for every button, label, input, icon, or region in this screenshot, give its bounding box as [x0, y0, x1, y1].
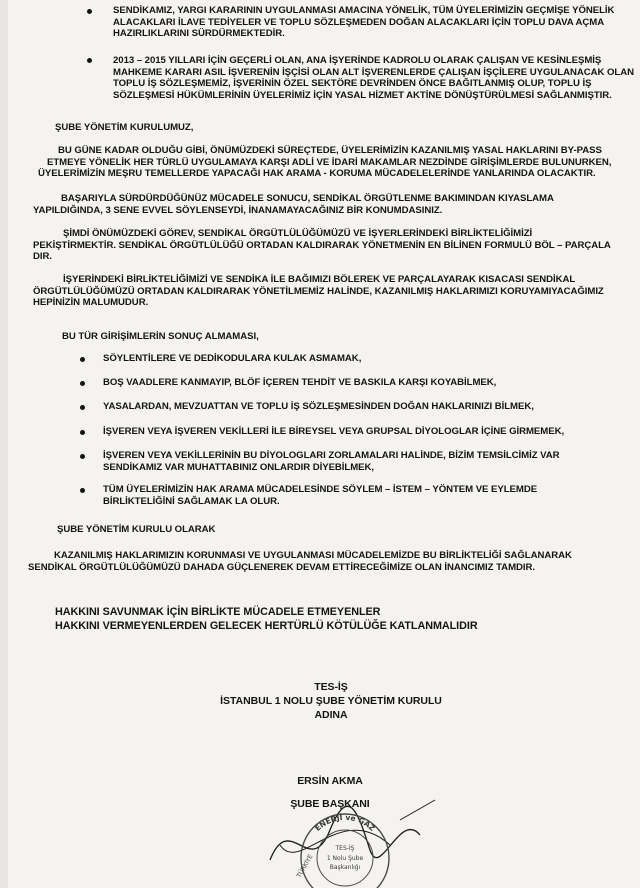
stamp-branch: 1 Nolu Şube	[326, 855, 364, 862]
bullet-dot	[80, 357, 85, 362]
slogan-line: HAKKINI SAVUNMAK İÇİN BİRLİKTE MÜCADELE ETMEYENLER	[55, 606, 381, 618]
bullet-dot	[80, 488, 85, 493]
bullet-mid-5	[103, 450, 560, 473]
bullet-dot	[80, 430, 85, 435]
signer-name: ERSİN AKMA	[297, 775, 363, 787]
stamp-org: TES-İŞ	[335, 845, 355, 852]
text-line: BİRLİKTELİĞİNİ SAĞLAMAK LA OLUR.	[103, 495, 280, 507]
stamp-seal	[290, 808, 400, 888]
text-line: ŞİMDİ ÖNÜMÜZDEKİ GÖREV, SENDİKAL ÖRGÜTLÜLÜĞÜMÜZÜ VE İŞYERLERİNDEKİ BİRLİKTELİĞİMİZİ	[63, 228, 533, 239]
text-line: SENDİKAMIZ, YARGI KARARININ UYGULANMASI AMACINA YÖNELİK, TÜM ÜYELERİMİZİN GEÇMİŞE YÖNELİK	[113, 5, 615, 16]
bullet-dot	[87, 9, 92, 14]
text-line: HEPİNİZİN MALUMUDUR.	[33, 297, 149, 309]
closing-block	[0, 680, 640, 722]
text-line: SENDİKAL ÖRGÜTLÜLÜĞÜMÜZÜ DAHADA GÜÇLENEREK DEVAM ETTİRECEĞİMİZE OLAN İNANCIMIZ TAMDIR.	[28, 561, 535, 573]
text-line: ETMEYE YÖNELİK HER TÜRLÜ UYGULAMAYA KARŞI ADLİ VE İDARİ MAKAMLAR NEZDİNDE GİRİŞİMLERDE BULUNURKEN,	[47, 156, 612, 168]
text-line: BAŞARIYLA SÜRDÜRDÜĞÜNÜZ MÜCADELE SONUCU, SENDİKAL ÖRGÜTLENME BAKIMINDAN KIYASLAMA	[61, 193, 554, 204]
text-line: KAZANILMIŞ HAKLARIMIZIN KORUNMASI VE UYGULANMASI MÜCADELEMİZDE BU BİRLİKTELİĞİ SAĞLANARAK	[54, 550, 572, 561]
text-line: SÖZLEŞMESİ HÜKÜMLERİNİN ÜYELERİMİZ İÇİN YASAL HİZMET AKTİNE DÖNÜŞTÜRÜLMESİ SAĞLANMIŞTIR.	[113, 89, 612, 101]
paragraph-1	[38, 145, 611, 180]
scan-edge	[0, 0, 8, 888]
text-line: TÜM ÜYELERİMİZİN HAK ARAMA MÜCADELESİNDE SÖYLEM – İSTEM – YÖNTEM VE EYLEMDE	[103, 484, 538, 495]
closing-org: TES-İŞ	[314, 681, 348, 693]
bullet-top-1	[113, 5, 614, 40]
stamp-office: Başkanlığı	[329, 864, 361, 871]
bullet-dot	[80, 454, 85, 459]
text-line: ÜYELERİMİZİN MEŞRU TEMELLERDE YAPACAĞI HAK ARAMA - KORUMA MÜCADELELERİNDE YANLARINDA OLACAKTIR.	[38, 168, 596, 180]
bullet-top-2	[113, 55, 634, 101]
text-line: İŞVEREN VEYA İŞVEREN VEKİLLERİ İLE BİREYSEL VEYA GRUPSAL DİYOLOGLAR İÇİNE GİRMEMEK,	[103, 426, 565, 437]
paragraph-2	[33, 193, 554, 216]
text-line: YASALARDAN, MEVZUATTAN VE TOPLU İŞ SÖZLEŞMESİNDEN DOĞAN HAKLARINIZI BİLMEK,	[103, 401, 534, 412]
paragraph-6: ŞUBE YÖNETİM KURULU OLARAK	[57, 524, 216, 535]
bullet-mid-2	[103, 377, 496, 389]
text-line: BU GÜNE KADAR OLDUĞU GİBİ, ÖNÜMÜZDEKİ SÜREÇTEDE, ÜYELERİMİZİN KAZANILMIŞ YASAL HAKLARINI BY-PASS	[58, 145, 602, 156]
paragraph-5: BU TÜR GİRİŞİMLERİN SONUÇ ALMAMASI,	[62, 331, 259, 342]
text-line: SENDİKAMIZ VAR MUHATTABINIZ ONLARDIR DİYEBİLMEK,	[103, 461, 375, 473]
closing-on-behalf: ADINA	[314, 709, 348, 721]
text-line: ALACAKLARI İLAVE TEDİYELER VE TOPLU SÖZLEŞMEDEN DOĞAN ALACAKLARI İÇİN TOPLU DAVA AÇMA	[113, 16, 605, 28]
signer-title: ŞUBE BAŞKANI	[290, 798, 370, 810]
paragraph-4	[33, 274, 604, 309]
text-line: DIR.	[33, 251, 52, 263]
bullet-mid-4	[103, 426, 564, 438]
bullet-mid-6	[103, 484, 537, 507]
text-line: BOŞ VAADLERE KANMAYIP, BLÖF İÇEREN TEHDİT VE BASKILA KARŞI KOYABİLMEK,	[103, 377, 497, 388]
slogan	[55, 605, 478, 633]
bullet-mid-1	[103, 353, 361, 365]
text-line: 2013 – 2015 YILLARI İÇİN GEÇERLİ OLAN, ANA İŞYERİNDE KADROLU OLARAK ÇALIŞAN VE KESİNLEŞMİŞ	[113, 55, 602, 66]
bullet-mid-3	[103, 401, 534, 413]
text-line: SÖYLENTİLERE VE DEDİKODULARA KULAK ASMAMAK,	[103, 353, 362, 364]
text-line: HAZIRLIKLARINI SÜRDÜRMEKTEDİR.	[113, 28, 285, 40]
bullet-dot	[80, 381, 85, 386]
text-line: TOPLU İŞ SÖZLEŞMEMİZ, İŞVERİNİN ÖZEL SEKTÖRE DEVRİNDEN ÖNCE BAĞITLANMIŞ OLUP, TOPLU İŞ	[113, 78, 592, 90]
closing-branch: İSTANBUL 1 NOLU ŞUBE YÖNETİM KURULU	[220, 695, 442, 707]
text-line: ÖRGÜTLÜLÜĞÜMÜZÜ ORTADAN KALDIRARAK YÖNETİLMEMİZ HALİNDE, KAZANILMIŞ HAKLARIMIZI KORUYAMIYACAĞIMIZ	[33, 285, 604, 297]
bullet-dot	[80, 405, 85, 410]
stamp-arc-label: ENERJİ ve GAZ	[313, 812, 377, 833]
text-line: İŞYERİNDEKİ BİRLİKTELİĞİMİZİ VE SENDİKA İLE BAĞIMIZI BÖLEREK VE PARÇALAYARAK KISACASI SENDİKAL	[63, 274, 576, 285]
bullet-dot	[87, 58, 92, 63]
paragraph-7	[28, 550, 572, 573]
slogan-line: HAKKINI VERMEYENLERDEN GELECEK HERTÜRLÜ KÖTÜLÜĞE KATLANMALIDIR	[55, 620, 478, 632]
paragraph-sube: ŞUBE YÖNETİM KURULUMUZ,	[55, 122, 194, 133]
text-line: İŞVEREN VEYA VEKİLLERİNİN BU DİYOLOGLARI ZORLAMALARI HALİNDE, BİZİM TEMSİLCİMİZ VAR	[103, 450, 560, 461]
text-line: PEKİŞTİRMEKTİR. SENDİKAL ÖRGÜTLÜLÜĞÜ ORTADAN KALDIRARAK YÖNETMENİN EN BİLİNEN FORMULÜ BÖL – PARÇALA	[33, 239, 611, 251]
text-line: MAHKEME KARARI ASIL İŞVERENİN İŞÇİSİ OLAN ALT İŞVERENLERDE ÇALIŞAN İŞÇİLERE UYGULANACAK OLAN	[113, 66, 634, 78]
paragraph-3	[33, 228, 611, 263]
stamp-country: TÜRKİYE	[295, 853, 315, 879]
text-line: YAPILDIĞINDA, 3 SENE EVVEL SÖYLENSEYDİ, İNANAMAYACAĞINIZ BİR KONUMDASINIZ.	[33, 204, 443, 216]
